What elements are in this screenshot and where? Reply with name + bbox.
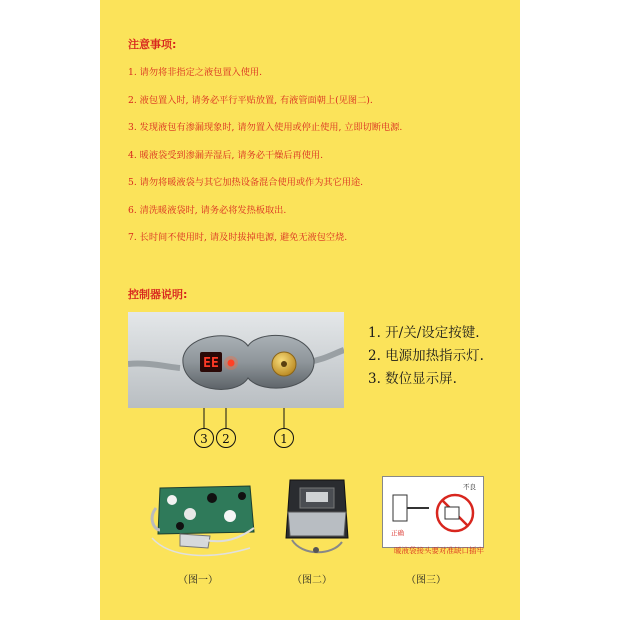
legend-item-indicator: 2. 电源加热指示灯.	[368, 348, 484, 364]
callout-3: 3	[194, 428, 214, 448]
notes-list	[128, 66, 402, 259]
note-item: 4. 暖液袋受到渗漏弄湿后, 请务必干燥后再使用.	[128, 149, 324, 161]
note-item: 1. 请勿将非指定之液包置入使用.	[128, 67, 263, 78]
figure-3-caption: （图三）	[406, 575, 446, 586]
figure-3-note: 暖液袋接头要对准缺口插牢	[394, 546, 484, 555]
figure-3-diagram	[382, 476, 484, 548]
figure-1-photo	[150, 478, 260, 564]
callout-2: 2	[216, 428, 236, 448]
legend-item-display: 3. 数位显示屏.	[368, 371, 457, 387]
controller-heading: 控制器说明:	[128, 288, 188, 301]
note-item: 7. 长时间不使用时, 请及时拔掉电源, 避免无液包空烧.	[128, 232, 348, 243]
figure-2-photo	[282, 478, 352, 564]
display-readout: EE	[203, 356, 219, 371]
note-item: 6. 清洗暖液袋时, 请务必将发热板取出.	[128, 204, 287, 216]
controller-legend	[368, 322, 484, 391]
open-bag-illustration	[150, 478, 260, 560]
controller-illustration	[128, 312, 344, 408]
callout-1: 1	[274, 428, 294, 448]
controller-photo	[128, 312, 344, 408]
figure-2-caption: （图二）	[292, 575, 332, 586]
legend-item-button: 1. 开/关/设定按键.	[368, 325, 480, 341]
bag-with-pack-illustration	[282, 478, 352, 560]
note-item: 2. 液包置入时, 请务必平行平贴放置, 有液管面朝上(见图二).	[128, 94, 373, 106]
note-item: 3. 发现液包有渗漏现象时, 请勿置入使用或停止使用, 立即切断电源.	[128, 122, 403, 133]
callout-markers	[187, 408, 297, 454]
notes-heading: 注意事项:	[128, 38, 177, 51]
figure-1-caption: （图一）	[178, 575, 218, 586]
correct-label: 正确	[391, 529, 404, 537]
connector-diagram	[383, 477, 483, 547]
instruction-page	[100, 0, 520, 620]
note-item: 5. 请勿将暖液袋与其它加热设备混合使用或作为其它用途.	[128, 177, 364, 188]
bad-label: 不良	[463, 483, 476, 491]
